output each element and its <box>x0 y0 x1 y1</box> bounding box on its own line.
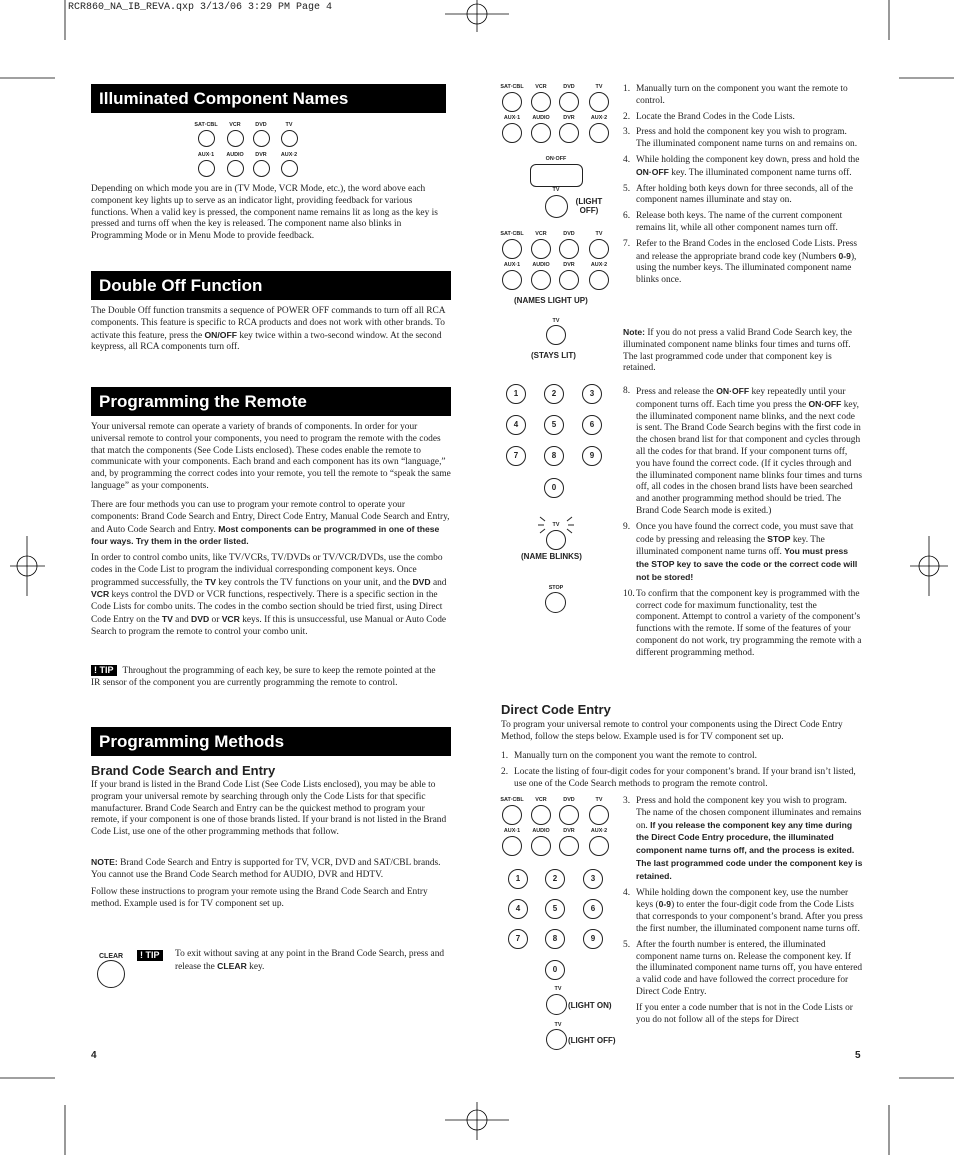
number-keypad-2 <box>508 869 608 981</box>
direct-code-steps <box>501 751 861 790</box>
step-number: 8. <box>623 386 631 396</box>
direct-code-subtitle: Direct Code Entry <box>501 702 611 717</box>
key-label-audio: AUDIO <box>532 828 550 834</box>
step-6 <box>623 211 863 235</box>
brand-code-p1: If your brand is listed in the Brand Code List (See Code Lists enclosed), you may be able to program your universal remote by searching through only the Code Lists for that specific manufacturer. Brand Code Search and Entry can be the quickest method to program your remote, if your component is one of those brands listed. If your brand is not listed in the Brand Code List, use one of the other programming methods that follow. <box>91 780 447 838</box>
step-text: key. The illuminated component name turns off. <box>668 167 852 178</box>
tv-key-blinks[interactable] <box>546 530 566 550</box>
p3-c: and <box>430 577 447 588</box>
number-keypad <box>506 384 606 500</box>
digit-5-key[interactable]: 5 <box>544 415 564 435</box>
step-text: key, the illuminated component name blinks, and the next code is sent. The Brand Code Search begins with the first code in the chosen brand list for that component and cycles through all the codes for that brand. If your component turns off, you have found the correct code. (If it cycles through and the illuminated component name blinks four times and turns off, all codes in the chosen brand lists have been searched and another programming method should be tried. The Brand Code Search mode is exited.) <box>636 399 862 516</box>
step-number: 5. <box>623 939 631 950</box>
key-label-tv: TV <box>595 797 603 803</box>
step-number: 9. <box>623 521 631 532</box>
key-label-aux1: AUX·1 <box>197 152 215 158</box>
step-2 <box>623 112 863 124</box>
p3-a: In order to control combo units, like TV/VCRs, TV/DVDs or TV/VCR/DVDs, use the combo codes in the Code List to program the individual corresponding component keys. Once programmed successfully, the <box>91 553 443 588</box>
tv-key[interactable] <box>589 805 609 825</box>
stop-label: STOP <box>548 585 564 591</box>
section-title-programming-methods: Programming Methods <box>91 727 451 756</box>
digit-6-key[interactable]: 6 <box>583 899 603 919</box>
on-off-label: ON·OFF <box>545 156 567 162</box>
step-text: To confirm that the component key is programmed with the correct code for maximum functionality, test the component. Attempt to control a variety of the component’s functions with the remote. If some of the features of your component do not work, try programming the remote with a different programming method. <box>636 588 862 658</box>
stays-lit-caption: (STAYS LIT) <box>531 351 576 360</box>
on-off-key-ref: ON·OFF <box>808 398 842 409</box>
p3-g: keys. If this is unsuccessful, use Manual or Auto Code Search to program the remote to control your combo unit. <box>91 614 447 637</box>
dvd-ref-2: DVD <box>191 613 210 624</box>
light-off-caption: (LIGHT OFF) <box>575 197 603 215</box>
direct-step-3 <box>623 796 863 884</box>
step-number: 4. <box>623 887 631 898</box>
step-9 <box>623 522 863 585</box>
key-label-audio: AUDIO <box>532 262 550 268</box>
audio-key[interactable] <box>531 123 551 143</box>
brand-code-note <box>91 857 453 882</box>
key-label-sat-cbl: SAT·CBL <box>500 84 524 90</box>
dvd-key[interactable] <box>253 130 270 147</box>
tv-key[interactable] <box>589 92 609 112</box>
note-label: NOTE: <box>91 857 118 867</box>
step-text: While holding down the component key, use the number keys ( <box>636 887 849 911</box>
direct-code-steps-2 <box>623 796 863 1026</box>
vcr-key[interactable] <box>531 92 551 112</box>
dvd-key[interactable] <box>559 92 579 112</box>
audio-key[interactable] <box>531 836 551 856</box>
digit-0-key[interactable]: 0 <box>545 960 565 980</box>
direct-code-intro: To program your universal remote to control your components using the Direct Code Entry Method, follow the steps below. Example used is for TV component set up. <box>501 720 843 742</box>
aux2-key[interactable] <box>589 836 609 856</box>
step-number: 1. <box>623 84 631 94</box>
step-text: Locate the listing of four-digit codes for your component’s brand. If your brand isn’t listed, use one of the Code Search methods to program the remote control. <box>514 766 856 789</box>
step-number: 3. <box>623 796 631 806</box>
tv-label: TV <box>552 187 560 193</box>
brand-code-steps-2 <box>623 386 863 660</box>
step-number: 5. <box>623 183 631 194</box>
section-title-illuminated: Illuminated Component Names <box>91 84 446 113</box>
key-label-dvr: DVR <box>563 828 575 834</box>
step-text: While holding the component key down, press and hold the <box>636 154 860 165</box>
light-off-caption-2: (LIGHT OFF) <box>568 1036 616 1045</box>
direct-step-6-partial <box>623 1003 863 1027</box>
key-label-aux1: AUX·1 <box>503 262 521 268</box>
step-4 <box>623 155 863 180</box>
step-bold: If you release the component key any time during the Direct Code Entry procedure, the illuminated component name turns off, and the process is exited. The last programmed code under the component key is retained. <box>636 819 863 881</box>
p2-bold: Most components can be programmed in one of these four ways. Try them in the order listed. <box>91 523 440 547</box>
step-text: Press and hold the component key you wish to program. The illuminated component name turns on and remains on. <box>636 127 858 150</box>
name-blinks-caption: (NAME BLINKS) <box>521 552 582 561</box>
vcr-key[interactable] <box>531 239 551 259</box>
step-7 <box>623 239 863 287</box>
key-label-vcr: VCR <box>229 122 241 128</box>
digit-5-key[interactable]: 5 <box>545 899 565 919</box>
p3-b: key controls the TV functions on your unit, and the <box>215 577 413 588</box>
tv-label-4: TV <box>554 986 562 992</box>
dvr-key[interactable] <box>559 270 579 290</box>
step-number: 2. <box>501 766 509 777</box>
dvd-key[interactable] <box>559 805 579 825</box>
tv-label-5: TV <box>554 1022 562 1028</box>
key-label-vcr: VCR <box>535 84 547 90</box>
vcr-key[interactable] <box>227 130 244 147</box>
key-label-aux2: AUX·2 <box>590 828 608 834</box>
on-off-key-ref: ON·OFF <box>636 166 669 177</box>
step-text: Manually turn on the component you want the remote to control. <box>514 751 757 761</box>
clear-key-ref: CLEAR <box>217 960 247 971</box>
step-3 <box>623 127 863 151</box>
page-number-left: 4 <box>91 1050 97 1061</box>
digit-9-key[interactable]: 9 <box>582 446 602 466</box>
key-label-dvd: DVD <box>563 231 575 237</box>
key-label-dvd: DVD <box>563 797 575 803</box>
tv-key-stays-lit[interactable] <box>546 325 566 345</box>
aux1-key[interactable] <box>502 270 522 290</box>
brand-code-steps <box>623 84 863 287</box>
tip-clear-b: key. <box>246 961 265 972</box>
key-label-dvd: DVD <box>563 84 575 90</box>
double-off-body <box>91 306 453 354</box>
key-label-tv: TV <box>595 231 603 237</box>
step-text: After the fourth number is entered, the illuminated component name turns on. Release the component key. If the illuminated component name turns off, you have entered a valid code and have followed the correct procedure for Direct Code Entry. <box>636 939 863 997</box>
tip-badge-2: ! TIP <box>137 950 163 961</box>
tip-ir-sensor <box>91 665 436 690</box>
key-label-sat-cbl: SAT·CBL <box>500 231 524 237</box>
audio-key[interactable] <box>227 160 244 177</box>
tip-badge: ! TIP <box>91 665 117 676</box>
key-label-aux1: AUX·1 <box>503 115 521 121</box>
aux2-key[interactable] <box>281 160 298 177</box>
step-text: ), using the number keys. The illuminated component name blinks once. <box>636 251 857 286</box>
tv-ref: TV <box>204 576 216 587</box>
step-number: 1. <box>501 751 509 761</box>
digit-2-key[interactable]: 2 <box>544 384 564 404</box>
key-label-vcr: VCR <box>535 797 547 803</box>
illuminated-body: Depending on which mode you are in (TV Mode, VCR Mode, etc.), the word above each component key lights up to serve as an indicator light, providing feedback for various functions. When a valid key is pressed, the component name remains lit as long as the key is pressed and turns off when the key is released. The component name also blinks in Programming Mode or in Menu Mode to provide feedback. <box>91 184 438 242</box>
direct-step-1 <box>501 751 861 763</box>
step-text: Manually turn on the component you want the remote to control. <box>636 84 848 106</box>
digit-0-key[interactable]: 0 <box>544 478 564 498</box>
double-off-text-a: The Double Off function transmits a sequence of POWER OFF commands to turn off all RCA components. This feature is specific to RCA products and does not work with other brands. To activate this feature, press the <box>91 306 446 341</box>
p2-text: There are four methods you can use to program your remote control to operate your components: Brand Code Search and Entry, Direct Code Entry, Manual Code Search and Entry, and Auto Code Search and Entry. <box>91 500 450 535</box>
tv-key-large[interactable] <box>545 195 568 218</box>
step-text: ) to enter the four-digit code from the Code Lists that corresponds to your component’s brand. After you press the first number, the illuminated component name turns off. <box>636 900 863 934</box>
brand-code-subtitle: Brand Code Search and Entry <box>91 763 276 778</box>
step-number: 4. <box>623 154 631 165</box>
step-text: Press and release the <box>636 387 717 397</box>
p3-e: and <box>172 614 192 625</box>
on-off-key[interactable] <box>530 164 583 187</box>
key-label-aux2: AUX·2 <box>590 115 608 121</box>
step-number: 10. <box>623 588 635 599</box>
sat-cbl-key[interactable] <box>502 239 522 259</box>
file-header: RCR860_NA_IB_REVA.qxp 3/13/06 3:29 PM Page 4 <box>68 2 333 13</box>
double-off-text-b: key twice within a two-second window. At the second keypress, all RCA components turn off. <box>91 330 442 353</box>
digit-1-key[interactable]: 1 <box>506 384 526 404</box>
key-label-aux2: AUX·2 <box>590 262 608 268</box>
step-bold: You must press the STOP key to save the code or the correct code will not be stored! <box>636 546 858 582</box>
step-text: Locate the Brand Codes in the Code Lists. <box>636 111 795 122</box>
direct-step-2 <box>501 767 861 791</box>
section-title-programming-remote: Programming the Remote <box>91 387 451 416</box>
key-label-vcr: VCR <box>535 231 547 237</box>
key-label-tv: TV <box>285 122 293 128</box>
sat-cbl-key[interactable] <box>502 805 522 825</box>
page-number-right: 5 <box>855 1050 861 1061</box>
section-title-double-off: Double Off Function <box>91 271 451 300</box>
digit-3-key[interactable]: 3 <box>583 869 603 889</box>
step-text: key. The illuminated component name turns off. <box>636 534 825 558</box>
dvr-key[interactable] <box>559 123 579 143</box>
tv-key[interactable] <box>589 239 609 259</box>
aux1-key[interactable] <box>502 836 522 856</box>
digit-8-key[interactable]: 8 <box>544 446 564 466</box>
step-10 <box>623 589 863 660</box>
programming-remote-p2 <box>91 500 453 549</box>
dvr-key[interactable] <box>559 836 579 856</box>
key-label-audio: AUDIO <box>532 115 550 121</box>
clear-key-label: CLEAR <box>99 953 124 960</box>
direct-step-5 <box>623 940 863 999</box>
sat-cbl-key[interactable] <box>502 92 522 112</box>
digit-8-key[interactable]: 8 <box>545 929 565 949</box>
step-text: After holding both keys down for three seconds, all of the component names illuminate and stay on. <box>636 183 853 206</box>
digit-9-key[interactable]: 9 <box>583 929 603 949</box>
note-text: Brand Code Search and Entry is supported for TV, VCR, DVD and SAT/CBL brands. You cannot use the Brand Code Search method for AUDIO, DVR and HDTV. <box>91 858 441 880</box>
key-label-sat-cbl: SAT·CBL <box>194 122 218 128</box>
tip-clear-badge <box>137 950 169 963</box>
component-keys-figure <box>193 121 303 181</box>
names-light-up-caption: (NAMES LIGHT UP) <box>514 296 588 305</box>
digit-2-key[interactable]: 2 <box>545 869 565 889</box>
stop-key[interactable] <box>545 592 566 613</box>
aux1-key[interactable] <box>502 123 522 143</box>
step-number: 3. <box>623 127 631 138</box>
component-keys-figure-4 <box>499 797 617 861</box>
step-number: 2. <box>623 111 631 122</box>
p3-d: keys control the DVD or VCR functions, respectively. There is a specific section in the Code Lists for combo units. The codes in the combo section should be tried first, using Direct Code Entry on the <box>91 590 443 625</box>
key-label-dvd: DVD <box>255 122 267 128</box>
aux2-key[interactable] <box>589 270 609 290</box>
aux2-key[interactable] <box>589 123 609 143</box>
audio-key[interactable] <box>531 270 551 290</box>
vcr-key[interactable] <box>531 805 551 825</box>
digit-4-key[interactable]: 4 <box>508 899 528 919</box>
key-label-tv: TV <box>595 84 603 90</box>
step-text: Press and hold the component key you wish to program. The name of the chosen component illuminates and remains on. <box>636 796 862 831</box>
digit-6-key[interactable]: 6 <box>582 415 602 435</box>
brand-code-note-right <box>623 327 863 375</box>
key-label-sat-cbl: SAT·CBL <box>500 797 524 803</box>
stop-key-ref: STOP <box>767 533 791 544</box>
light-on-caption: (LIGHT ON) <box>568 1001 612 1010</box>
programming-remote-p1: Your universal remote can operate a variety of brands of components. In order for your universal remote to control your components, you need to program the remote with the codes that match the components (See Code Lists enclosed). These codes enable the remote to communicate with your components. Each brand and each component has its own “language,” and, by programming the correct codes into your remote, you tell the remote to “speak the same language” as your components. <box>91 422 451 491</box>
digit-7-key[interactable]: 7 <box>506 446 526 466</box>
brand-code-p3: Follow these instructions to program your remote using the Brand Code Search and Entry method. Example used is for TV component set up. <box>91 887 428 909</box>
tv-key-light-on[interactable] <box>546 994 567 1015</box>
clear-key[interactable] <box>97 960 125 988</box>
step-text: Once you have found the correct code, you must save that code by pressing and releasing the <box>636 521 854 545</box>
dvd-key[interactable] <box>559 239 579 259</box>
step-text: If you enter a code number that is not in the Code Lists or you do not follow all of the steps for Direct <box>636 1002 853 1025</box>
on-off-key-ref: ON/OFF <box>204 329 237 340</box>
step-5 <box>623 184 863 208</box>
tv-label-3: TV <box>552 522 560 528</box>
key-label-audio: AUDIO <box>226 152 244 158</box>
step-text: Refer to the Brand Codes in the enclosed Code Lists. Press and release the appropriate brand code key (Numbers <box>636 238 858 262</box>
digit-4-key[interactable]: 4 <box>506 415 526 435</box>
tv-label-2: TV <box>552 318 560 324</box>
key-label-dvr: DVR <box>563 115 575 121</box>
step-text: key repeatedly until your component turns off. Each time you press the <box>636 387 846 410</box>
step-text: Release both keys. The name of the current component remains lit, while all other component names turn off. <box>636 211 843 233</box>
key-label-aux1: AUX·1 <box>503 828 521 834</box>
p3-f: or <box>209 614 222 625</box>
note-text: If you do not press a valid Brand Code Search key, the illuminated component name blinks four times and turns off. The last programmed code under that component key is retained. <box>623 328 852 374</box>
component-keys-figure-3 <box>499 231 617 295</box>
tv-ref-2: TV <box>161 613 173 624</box>
step-8 <box>623 386 863 518</box>
tip-clear-text <box>175 949 445 974</box>
step-number: 6. <box>623 211 631 222</box>
digit-3-key[interactable]: 3 <box>582 384 602 404</box>
digit-7-key[interactable]: 7 <box>508 929 528 949</box>
key-label-aux2: AUX·2 <box>280 152 298 158</box>
step-1 <box>623 84 863 108</box>
dvd-ref: DVD <box>412 576 431 587</box>
tv-key-light-off[interactable] <box>546 1029 567 1050</box>
on-off-key-ref: ON·OFF <box>716 386 750 396</box>
sat-cbl-key[interactable] <box>198 130 215 147</box>
note-label: Note: <box>623 327 645 337</box>
digits-ref: 0-9 <box>658 899 672 910</box>
dvr-key[interactable] <box>253 160 270 177</box>
step-number: 7. <box>623 238 631 249</box>
aux1-key[interactable] <box>198 160 215 177</box>
programming-remote-p3 <box>91 553 451 639</box>
key-label-dvr: DVR <box>563 262 575 268</box>
digits-ref: 0-9 <box>838 250 851 261</box>
tip-text: Throughout the programming of each key, be sure to keep the remote pointed at the IR sensor of the component you are currently programming the remote to control. <box>91 666 436 688</box>
direct-step-4 <box>623 888 863 936</box>
vcr-ref-2: VCR <box>221 613 240 624</box>
tip-clear-a: To exit without saving at any point in the Brand Code Search, press and release the <box>175 949 445 972</box>
key-label-dvr: DVR <box>255 152 267 158</box>
vcr-ref: VCR <box>91 589 110 600</box>
digit-1-key[interactable]: 1 <box>508 869 528 889</box>
component-keys-figure-2 <box>499 84 617 148</box>
tv-key[interactable] <box>281 130 298 147</box>
